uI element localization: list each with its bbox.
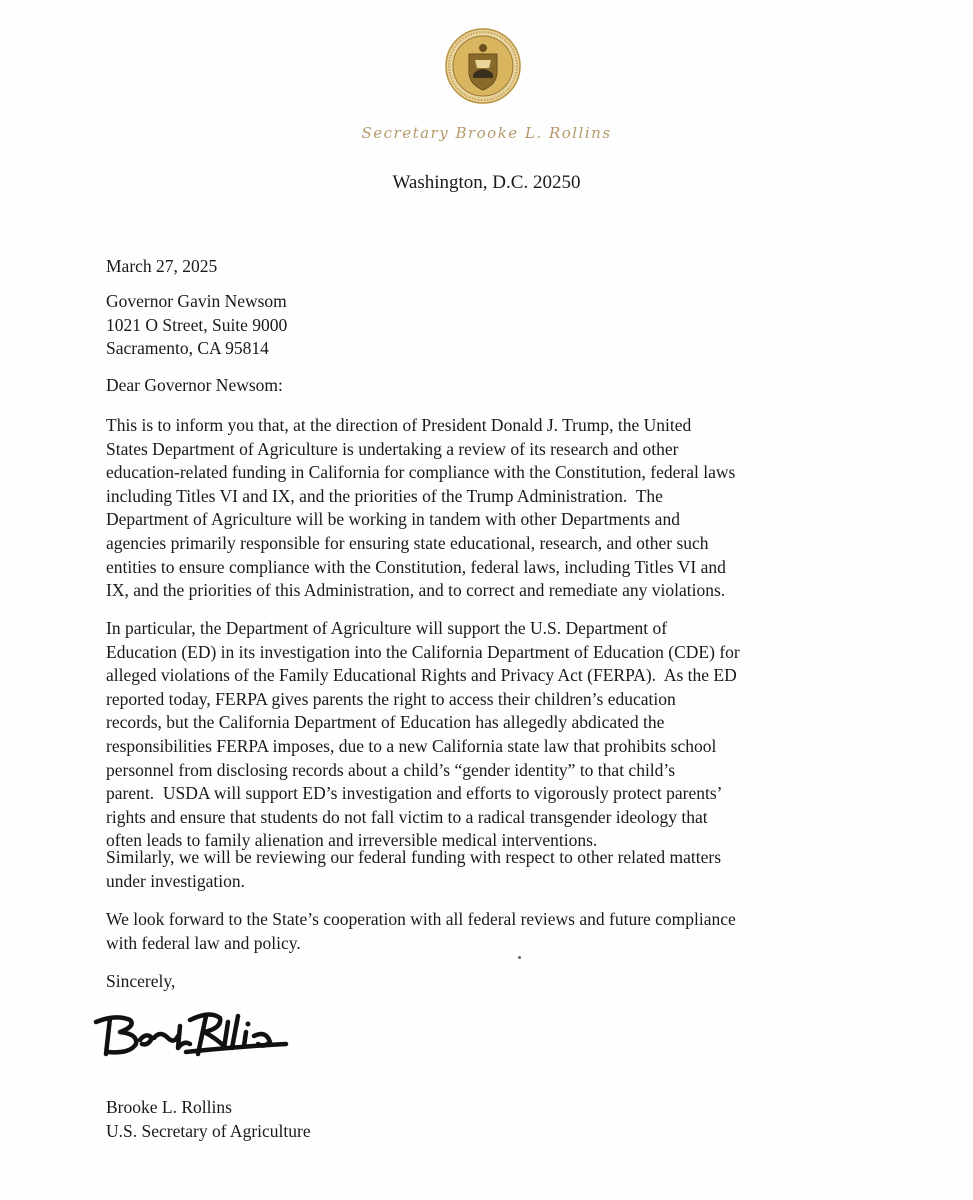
- address-line: Sacramento, CA 95814: [106, 338, 269, 359]
- paragraph-line: with federal law and policy.: [106, 932, 301, 953]
- letterhead-city: Washington, D.C. 20250: [392, 172, 581, 193]
- paragraph-4: [106, 908, 876, 955]
- paragraph-line: States Department of Agriculture is undertaking a review of its research and other: [106, 438, 679, 459]
- closing: Sincerely,: [106, 971, 176, 991]
- paragraph-line: entities to ensure compliance with the Constitution, federal laws, including Titles VI and: [106, 556, 726, 577]
- paragraph-line: often leads to family alienation and irreversible medical interventions.: [106, 830, 598, 851]
- letter-date: March 27, 2025: [106, 256, 218, 276]
- paragraph-line: including Titles VI and IX, and the priorities of the Trump Administration. The: [106, 485, 663, 506]
- paragraph-3: [106, 846, 876, 893]
- salutation: Dear Governor Newsom:: [106, 375, 283, 395]
- paragraph-line: under investigation.: [106, 870, 246, 891]
- paragraph-2: [106, 617, 876, 853]
- paragraph-line: In particular, the Department of Agriculture will support the U.S. Department of: [106, 618, 668, 638]
- recipient-address: [106, 290, 876, 361]
- paragraph-line: Department of Agriculture will be working in tandem with other Departments and: [106, 509, 680, 530]
- paragraph-line: alleged violations of the Family Educational Rights and Privacy Act (FERPA). As the ED: [106, 665, 737, 686]
- paragraph-line: parent. USDA will support ED’s investigation and efforts to vigorously protect parents’: [106, 783, 723, 804]
- paragraph-line: We look forward to the State’s cooperation with all federal reviews and future compliance: [106, 909, 736, 929]
- paragraph-line: personnel from disclosing records about a child’s “gender identity” to that child’s: [106, 759, 676, 780]
- signer-block: [106, 1096, 876, 1143]
- signer-name: Brooke L. Rollins: [106, 1097, 232, 1117]
- letterhead-name: Secretary Brooke L. Rollins: [361, 124, 612, 142]
- usda-seal-icon: [445, 28, 521, 104]
- address-line: 1021 O Street, Suite 9000: [106, 314, 288, 335]
- paragraph-line: IX, and the priorities of this Administration, and to correct and remediate any violations.: [106, 580, 726, 601]
- paragraph-line: responsibilities FERPA imposes, due to a new California state law that prohibits school: [106, 735, 717, 756]
- paragraph-line: reported today, FERPA gives parents the right to access their children’s education: [106, 688, 676, 709]
- paragraph-line: education-related funding in California for compliance with the Constitution, federal laws: [106, 462, 736, 483]
- paragraph-line: records, but the California Department of Education has allegedly abdicated the: [106, 712, 665, 733]
- paragraph-line: agencies primarily responsible for ensuring state educational, research, and other such: [106, 532, 709, 553]
- signer-title: U.S. Secretary of Agriculture: [106, 1120, 311, 1141]
- paragraph-line: This is to inform you that, at the direction of President Donald J. Trump, the United: [106, 415, 692, 435]
- paragraph-line: rights and ensure that students do not fall victim to a radical transgender ideology that: [106, 806, 708, 827]
- paragraph-1: [106, 414, 876, 603]
- paragraph-line: Education (ED) in its investigation into the California Department of Education (CDE) for: [106, 641, 740, 662]
- scan-speck: [518, 956, 521, 959]
- paragraph-line: Similarly, we will be reviewing our federal funding with respect to other related matters: [106, 847, 722, 867]
- signature-image: [86, 1002, 306, 1072]
- address-line: Governor Gavin Newsom: [106, 291, 287, 311]
